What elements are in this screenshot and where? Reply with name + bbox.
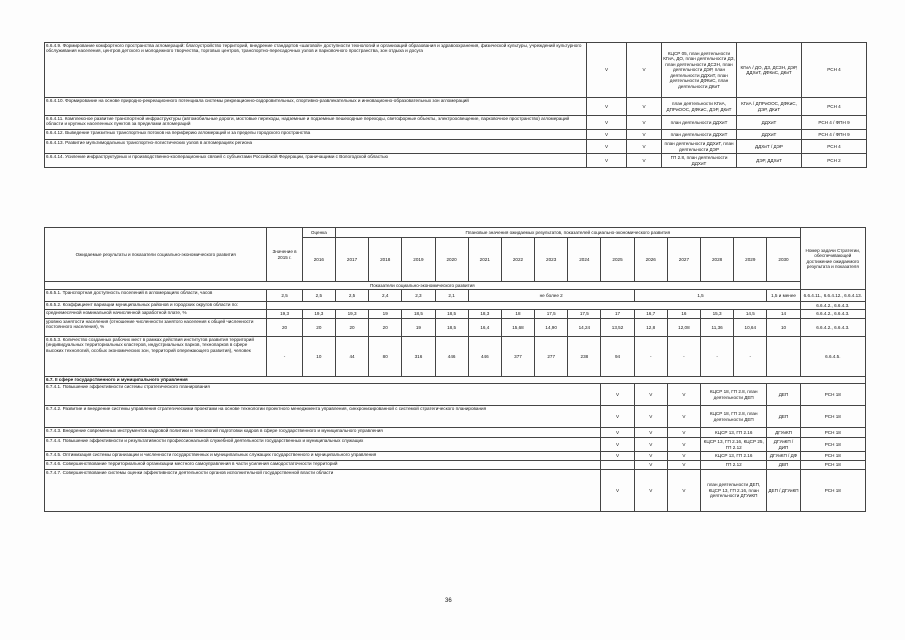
executor-cell: ДЕП — [767, 384, 800, 406]
planned-header: Плановые значения ожидаемых результатов, показателей социально-экономического развития — [335, 228, 800, 238]
task-cell: 6.6.4.2., 6.6.4.3. — [800, 302, 865, 310]
task-number-header: Номер задачи Стратегии, обеспечивающей достижение ожидаемого результата и показателя — [800, 228, 865, 290]
value-cell: 17,5 — [568, 310, 601, 319]
year-header: 2024 — [568, 238, 601, 282]
mark-v: V — [587, 98, 627, 116]
measure-row — [45, 130, 867, 140]
value-cell: 11,36 — [701, 319, 734, 337]
year-header: 2017 — [335, 238, 368, 282]
measure-text: 6.6.4.12. Выведение транзитных транспортных потоков на периферию агломераций и за пределы городского пространства — [45, 130, 587, 140]
document-cell: РСН 4 / ФПН 9 — [802, 130, 867, 140]
value-cell: 14 — [767, 310, 800, 319]
measure-row — [45, 406, 866, 428]
executor-cell: КГиА / ДО, ДЗ, ДСЗН, ДЭР, ДДХиТ, ДФКиС, ДКиТ — [737, 43, 802, 98]
year-header: 2026 — [634, 238, 667, 282]
source-cell: план деятельности ДДХиТ, план деятельности ДЭР — [662, 140, 737, 154]
mark-v: V — [667, 438, 700, 452]
base-value: 19,3 — [267, 310, 302, 319]
measure-text: 6.7.4.5. Оптимизация системы организации и численности государственных и муниципальных служащих государственного и муниципального управления — [45, 452, 601, 461]
value-cell: 15,3 — [701, 310, 734, 319]
measure-text: 6.7.4.3. Внедрение современных инструментов кадровой политики и технологий подготовки кадров в сфере государственного и муниципального управления — [45, 428, 601, 438]
document-cell: РСН 18 — [800, 461, 865, 470]
measure-text: 6.7.4.7. Совершенствование системы оценки эффективности деятельности органов исполнительной государственной власти области — [45, 470, 601, 512]
value-cell: 13,52 — [601, 319, 634, 337]
source-cell: план деятельности КГиА, ДПРиООС, ДФКиС, ДЭР, ДКиТ — [662, 98, 737, 116]
value-cell: 316 — [402, 337, 435, 377]
year-header: 2022 — [501, 238, 534, 282]
measure-row — [45, 461, 866, 470]
source-cell: КЦСР 13, ГП 2.16 — [701, 428, 767, 438]
value-cell: 18,5 — [435, 310, 468, 319]
source-cell: план деятельности ДДХиТ — [662, 116, 737, 130]
year-header: 2018 — [369, 238, 402, 282]
measure-row — [45, 98, 867, 116]
executor-cell: ДДХиТ / ДЭР — [737, 140, 802, 154]
measure-text: 6.6.4.14. Усиление инфраструктурных и производственно-кооперационных связей с субъектами Российской Федерации, граничащими с Вологодской областью — [45, 154, 587, 168]
mark-v: V — [667, 428, 700, 438]
mark-v: V — [601, 470, 634, 512]
mark-v: V — [601, 428, 634, 438]
value-cell: 20 — [335, 319, 368, 337]
document-cell: РСН 18 — [800, 438, 865, 452]
source-cell: КЦСР 05, план деятельности КГиА, ДО, план деятельности ДЗ, план деятельности ДСЗН, план деятельности ДЭР, план деятельности ДДХиТ, план деятельности ДФКиС, план деятельности ДКиТ — [662, 43, 737, 98]
value-cell: 2,5 — [302, 290, 335, 302]
value-cell: 2,1 — [435, 290, 468, 302]
measures-table-top — [44, 42, 867, 168]
measure-text: 6.7.4.1. Повышение эффективности системы стратегического планирования — [45, 384, 601, 406]
mark-v: V — [587, 43, 627, 98]
value-cell: 18,5 — [435, 319, 468, 337]
source-cell: план деятельности ДЕП, КЦСР 13, ГП 2.16, план деятельности ДГУиКП — [701, 470, 767, 512]
mark-v: V — [587, 116, 627, 130]
year-header: 2021 — [468, 238, 501, 282]
executor-cell: ДЕП / ДГУиКП — [767, 470, 800, 512]
measure-text: 6.7.4.2. Развитие и внедрение системы управления стратегическими проектами на основе технологии проектного менеджмента управления, синхронизированной с системой стратегического планирования — [45, 406, 601, 428]
value-cell: 19 — [402, 319, 435, 337]
source-cell: КЦСР 13, ГП 2.16, КЦСР 25, ГП 2.12 — [701, 438, 767, 452]
value-merged: 1,5 — [634, 290, 767, 302]
value-cell: - — [734, 337, 767, 377]
indicator-row — [45, 290, 866, 302]
executor-cell: ДВП — [767, 461, 800, 470]
mark-v: V — [627, 154, 662, 168]
value-cell: 14,24 — [568, 319, 601, 337]
executor-cell: ДЕП — [767, 406, 800, 428]
value-cell: 16,7 — [634, 310, 667, 319]
document-cell: РСН 18 — [800, 406, 865, 428]
value-cell: 14,5 — [734, 310, 767, 319]
source-cell: КЦСР 18, ГП 2.8, план деятельности ДЕП — [701, 406, 767, 428]
value-cell: 446 — [435, 337, 468, 377]
value-cell: 377 — [501, 337, 534, 377]
measure-row — [45, 428, 866, 438]
value-cell: 10,64 — [734, 319, 767, 337]
section-title: 6.7. II сфере государственного и муниципального управления — [45, 377, 866, 384]
value-cell: 2,3 — [402, 290, 435, 302]
value-cell: - — [701, 337, 734, 377]
value-cell: 10 — [767, 319, 800, 337]
measure-row — [45, 43, 867, 98]
mark-v: V — [634, 470, 667, 512]
executor-cell: ДГУиКП / ДФ — [767, 452, 800, 461]
value-cell: 20 — [302, 319, 335, 337]
mark-v: V — [634, 452, 667, 461]
mark-v: V — [667, 461, 700, 470]
value-cell: 18,3 — [468, 310, 501, 319]
measure-text: 6.6.4.10. Формирование на основе природно-рекреационного потенциала системы рекреационно-оздоровительных, спортивно-развлекательных и инновационно-образовательных зон агломераций — [45, 98, 587, 116]
measure-row — [45, 384, 866, 406]
value-cell: 17 — [601, 310, 634, 319]
value-cell: - — [667, 337, 700, 377]
value-cell: 94 — [601, 337, 634, 377]
source-cell: ГП 2.12 — [701, 461, 767, 470]
executor-cell: ДДХиТ — [737, 130, 802, 140]
year-header: 2030 — [767, 238, 800, 282]
document-cell: РСН 4 / ФПН 9 — [802, 116, 867, 130]
value-cell: 16,4 — [468, 319, 501, 337]
mark-v — [601, 461, 634, 470]
measure-text: 6.6.4.11. Комплексное развитие транспортной инфраструктуры (автомобильные дороги, мостовые переходы, надземные и подземные пешеходные переходы, светофорные объекты, электроосвещение, парковочное пространство) агломераций области и крупных населенных пунктов за пределами агломераций — [45, 116, 587, 130]
document-cell: РСН 18 — [800, 428, 865, 438]
value-cell: 446 — [468, 337, 501, 377]
indicators-table — [44, 227, 866, 512]
value-cell — [767, 337, 800, 377]
indicator-text: 6.6.5.3. Количество созданных рабочих мест в рамках действия институтов развития территорий (индивидуальных территориальных кластеров, индустриальных парков, технопарков в сфере высоких технологий, особых экономических зон, территорий опережающего развития), человек — [45, 337, 267, 377]
measure-text: 6.7.4.4. Повышение эффективности и результативности профессиональной служебной деятельности государственных и муниципальных служащих — [45, 438, 601, 452]
measure-text: 6.6.4.9. Формирование комфортного пространства агломераций: благоустройство территорий, внедрение стандартов «шаговой» доступности технологий и организаций образования и здравоохранения, физической культуры, учреждений культурного обслуживания населения, центров детского и молодежного творчества, торговых центров, транспортно-пересадочных узлов и парковочного пространства, зон отдыха и досуга — [45, 43, 587, 98]
year-header: 2020 — [435, 238, 468, 282]
task-cell: 6.6.4.11., 6.6.4.12., 6.6.4.13. — [800, 290, 865, 302]
page-number: 36 — [445, 598, 452, 604]
mark-v: V — [667, 384, 700, 406]
year-header: 2027 — [667, 238, 700, 282]
value-cell: 16 — [667, 310, 700, 319]
estimate-header: Оценка — [302, 228, 335, 238]
source-cell: КЦСР 18, ГП 2.8, план деятельности ДЕП — [701, 384, 767, 406]
indicator-row — [45, 319, 866, 337]
mark-v: V — [667, 452, 700, 461]
value-cell: 2,5 — [335, 290, 368, 302]
measure-row — [45, 116, 867, 130]
mark-v: V — [587, 140, 627, 154]
base-value: - — [267, 337, 302, 377]
value-merged: 1,5 и менее — [767, 290, 800, 302]
results-header: Ожидаемые результаты и показатели социально-экономического развития — [45, 228, 267, 282]
source-cell: план деятельности ДДХиТ — [662, 130, 737, 140]
value-cell: 238 — [568, 337, 601, 377]
document-cell: РСН 2 — [802, 154, 867, 168]
empty-values — [267, 302, 800, 310]
indicator-row — [45, 310, 866, 319]
value-cell: 19 — [369, 310, 402, 319]
indicator-text: 6.6.5.1. Транспортная доступность поселений в агломерациях области, часов — [45, 290, 267, 302]
year-header: 2029 — [734, 238, 767, 282]
indicator-text: среднемесячной номинальной начисленной заработной плате, % — [45, 310, 267, 319]
mark-v: V — [634, 406, 667, 428]
year-header: 2016 — [302, 238, 335, 282]
indicator-row — [45, 302, 866, 310]
mark-v: V — [634, 438, 667, 452]
year-header: 2019 — [402, 238, 435, 282]
source-cell: КЦСР 13, ГП 2.16 — [701, 452, 767, 461]
mark-v: V — [601, 384, 634, 406]
indicator-text: 6.6.5.2. Коэффициент вариации муниципальных районов и городских округов области по: — [45, 302, 267, 310]
value-cell: 19,3 — [302, 310, 335, 319]
value-cell: 10 — [302, 337, 335, 377]
task-cell: 6.6.4.2., 6.6.4.3. — [800, 319, 865, 337]
year-header: 2025 — [601, 238, 634, 282]
mark-v: V — [601, 406, 634, 428]
mark-v: V — [634, 428, 667, 438]
value-cell: 12,08 — [667, 319, 700, 337]
measure-row — [45, 438, 866, 452]
executor-cell: ДДХиТ — [737, 116, 802, 130]
value-cell: 19,3 — [335, 310, 368, 319]
measure-row — [45, 452, 866, 461]
base-value: 20 — [267, 319, 302, 337]
mark-v: V — [587, 154, 627, 168]
base-value: 2,5 — [267, 290, 302, 302]
value-cell: 18 — [501, 310, 534, 319]
mark-v: V — [627, 130, 662, 140]
value-cell: 2,4 — [369, 290, 402, 302]
measure-text: 6.6.4.13. Развитие мультимодальных транспортно-логистических узлов в агломерациях региона — [45, 140, 587, 154]
value-cell: 20 — [369, 319, 402, 337]
executor-cell: ДГУиКП / ДИП — [767, 438, 800, 452]
mark-v: V — [587, 130, 627, 140]
mark-v: V — [667, 470, 700, 512]
mark-v: V — [627, 116, 662, 130]
mark-v: V — [601, 452, 634, 461]
year-header: 2028 — [701, 238, 734, 282]
document-cell: РСН 4 — [802, 140, 867, 154]
mark-v: V — [634, 384, 667, 406]
source-cell: ГП 2.8, план деятельности ДДХиТ — [662, 154, 737, 168]
value-cell: 80 — [369, 337, 402, 377]
task-cell: 6.6.4.5. — [800, 337, 865, 377]
year-header: 2023 — [535, 238, 568, 282]
executor-cell: КГиА / ДПРиООС, ДФКиС, ДЭР, ДКиТ — [737, 98, 802, 116]
mark-v: V — [634, 461, 667, 470]
indicators-row-header: Показатели социально-экономического развития — [45, 282, 801, 290]
document-cell: РСН 18 — [800, 452, 865, 461]
value-cell: 17,5 — [535, 310, 568, 319]
mark-v: V — [627, 140, 662, 154]
document-cell: РСН 18 — [800, 470, 865, 512]
mark-v: V — [667, 406, 700, 428]
task-cell: 6.6.4.2., 6.6.4.3. — [800, 310, 865, 319]
base-value-header: Значение в 2015 г. — [267, 228, 302, 282]
measure-row — [45, 140, 867, 154]
value-cell: 44 — [335, 337, 368, 377]
document-cell: РСН 4 — [802, 43, 867, 98]
document-cell: РСН 18 — [800, 384, 865, 406]
value-cell: 18,5 — [402, 310, 435, 319]
value-cell: 14,90 — [535, 319, 568, 337]
measure-text: 6.7.4.6. Совершенствование территориальной организации местного самоуправления в части усиления самодостаточности территорий — [45, 461, 601, 470]
mark-v: V — [627, 98, 662, 116]
value-cell: - — [634, 337, 667, 377]
value-cell: 277 — [535, 337, 568, 377]
value-cell: 15,68 — [501, 319, 534, 337]
value-cell: 12,8 — [634, 319, 667, 337]
executor-cell: ДЭР, ДДХиТ — [737, 154, 802, 168]
mark-v: V — [627, 43, 662, 98]
measure-row — [45, 470, 866, 512]
document-cell: РСН 4 — [802, 98, 867, 116]
measure-row — [45, 154, 867, 168]
indicator-row — [45, 337, 866, 377]
indicator-text: уровню занятости населения (отношение численности занятого населения к общей численности постоянного населения), % — [45, 319, 267, 337]
value-merged: не более 2 — [468, 290, 634, 302]
executor-cell: ДГУиКП — [767, 428, 800, 438]
mark-v: V — [601, 438, 634, 452]
